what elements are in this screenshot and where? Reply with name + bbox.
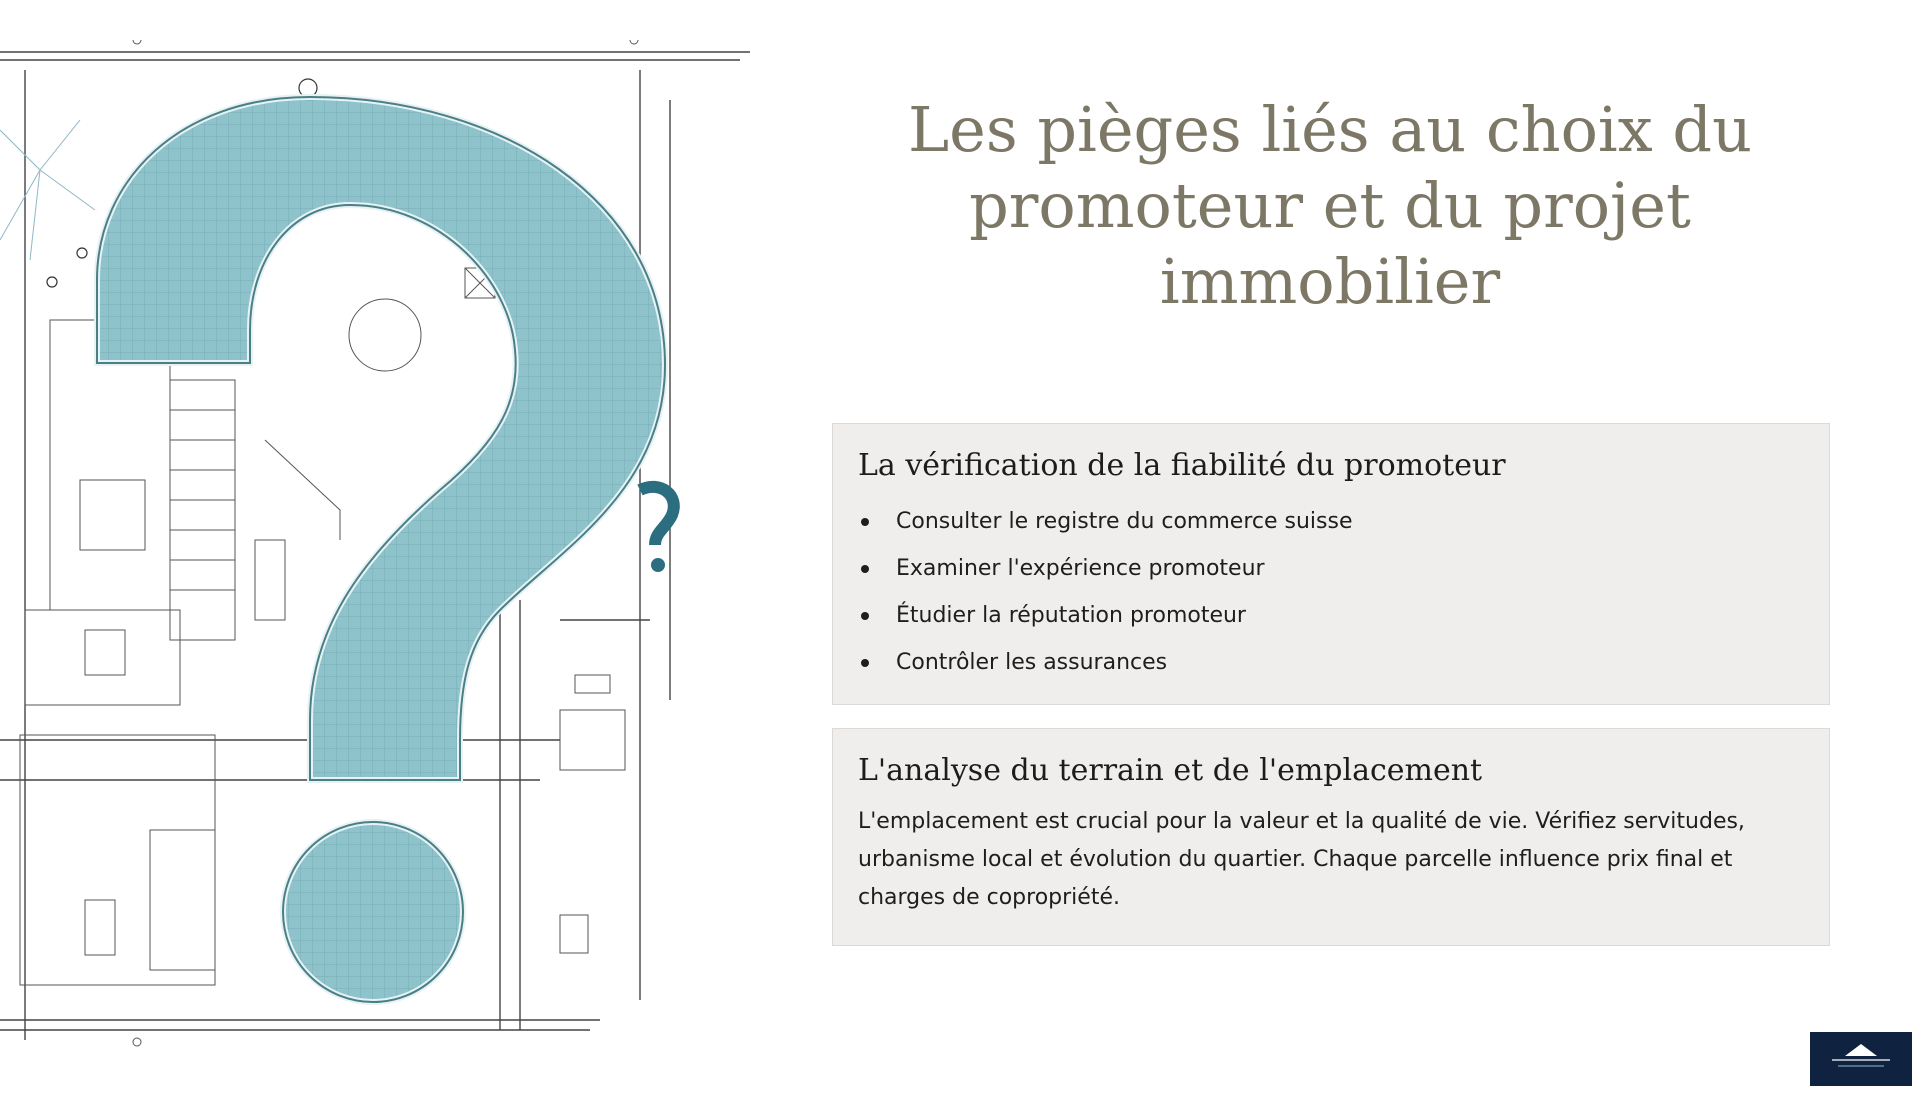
site-analysis-card [832, 728, 1830, 946]
promoter-reliability-heading: La vérification de la fiabilité du promoteur [858, 448, 1506, 483]
page-title: Les pièges liés au choix du promoteur et du projet immobilier [907, 93, 1753, 318]
list-item: Contrôler les assurances [858, 639, 1804, 686]
list-item: Étudier la réputation promoteur [858, 592, 1804, 639]
company-logo [1810, 1032, 1912, 1086]
promoter-reliability-card [832, 423, 1830, 705]
blueprint-question-mark-illustration [0, 40, 760, 1100]
list-item: Consulter le registre du commerce suisse [858, 498, 1804, 545]
house-roof-logo-icon [1810, 1032, 1912, 1086]
site-analysis-heading: L'analyse du terrain et de l'emplacement [858, 753, 1483, 788]
site-analysis-text: L'emplacement est crucial pour la valeur et la qualité de vie. Vérifiez servitudes, urbanisme local et évolution du quartier. Chaque parcelle influence prix final et charges de copropriété. [858, 809, 1745, 910]
promoter-reliability-list [858, 498, 1804, 686]
list-item: Examiner l'expérience promoteur [858, 545, 1804, 592]
